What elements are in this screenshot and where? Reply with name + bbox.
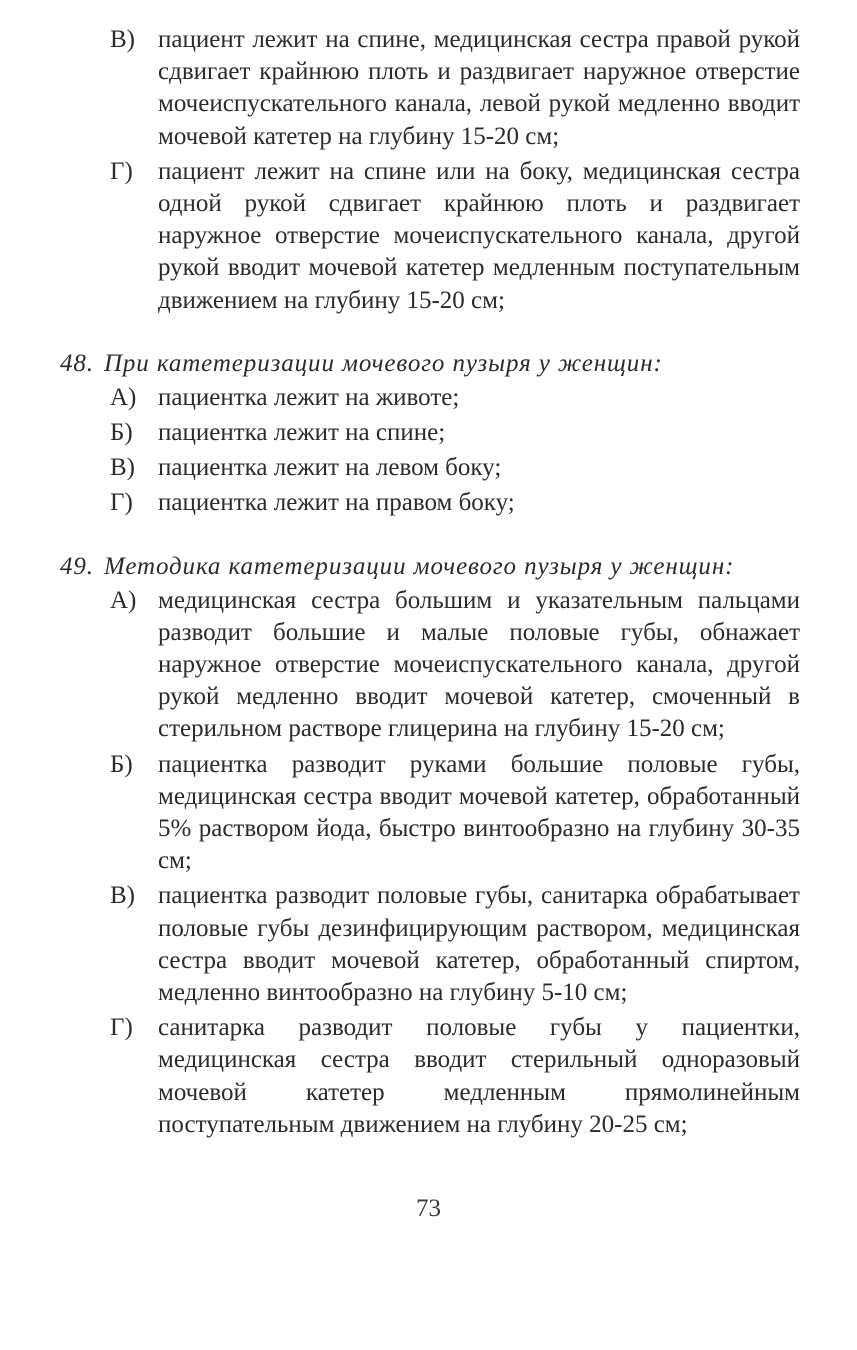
option-letter: Б) [110,419,133,447]
option-text: пациентка разводит руками большие половые губы, медицинская сестра вводит мочевой катетер, обработанный 5% раствором йода, быстро винтообразно на глубину 30-35 см; [158,750,800,875]
question-text: При катетеризации мочевого пузыря у женщин: [103,349,663,377]
option-text: пациентка лежит на левом боку; [158,454,502,482]
option-prev-v [60,24,800,153]
option-letter: В) [110,882,135,910]
option-text: пациентка лежит на спине; [158,419,446,447]
option-49-g [60,1012,800,1141]
option-49-v [60,880,800,1009]
question-text: Методика катетеризации мочевого пузыря у женщин: [103,552,735,580]
option-49-b [60,749,800,878]
option-48-v [60,452,800,484]
option-letter: Г) [110,1014,133,1042]
page-number: 73 [416,1195,441,1222]
option-48-a [60,382,800,414]
option-letter: Г) [110,489,133,517]
option-48-b [60,417,800,449]
option-letter: Г) [110,157,133,185]
question-number: 49. [60,552,94,580]
question-49 [60,551,800,583]
option-text: пациент лежит на спине, медицинская сестра правой рукой сдвигает крайнюю плоть и раздвигает наружное отверстие мочеиспускательного канала, левой рукой медленно вводит мочевой катетер на глубину 15-20 см; [158,26,800,150]
option-49-a [60,585,800,746]
question-48 [60,348,800,380]
option-48-g [60,487,800,519]
option-letter: Б) [110,750,133,778]
option-letter: В) [110,454,135,482]
option-text: пациентка лежит на правом боку; [158,489,515,517]
option-text: пациентка лежит на животе; [158,383,460,411]
option-letter: А) [110,586,137,614]
page-content [60,24,800,1144]
option-text: пациентка разводит половые губы, санитарка обрабатывает половые губы дезинфицирующим раствором, медицинская сестра вводит мочевой катетер, обработанный спиртом, медленно винтообразно на глубину 5-10 см; [158,882,800,1007]
option-letter: В) [110,26,135,53]
option-text: санитарка разводит половые губы у пациентки, медицинская сестра вводит стерильный одноразовый мочевой катетер медленным прямолинейным поступательным движением на глубину 20-25 см; [158,1014,800,1138]
option-prev-g [60,156,800,317]
option-letter: А) [110,383,137,411]
option-text: медицинская сестра большим и указательным пальцами разводит большие и малые половые губы, обнажает наружное отверстие мочеиспускательного канала, другой рукой медленно вводит мочевой катетер, смоченный в стерильном растворе глицерина на глубину 15-20 см; [158,586,800,743]
question-number: 48. [60,349,94,377]
option-text: пациент лежит на спине или на боку, медицинская сестра одной рукой сдвигает крайнюю плоть и раздвигает наружное отверстие мочеиспускательного канала, другой рукой вводит мочевой катетер медленным поступательным движением на глубину 15-20 см; [158,157,800,314]
